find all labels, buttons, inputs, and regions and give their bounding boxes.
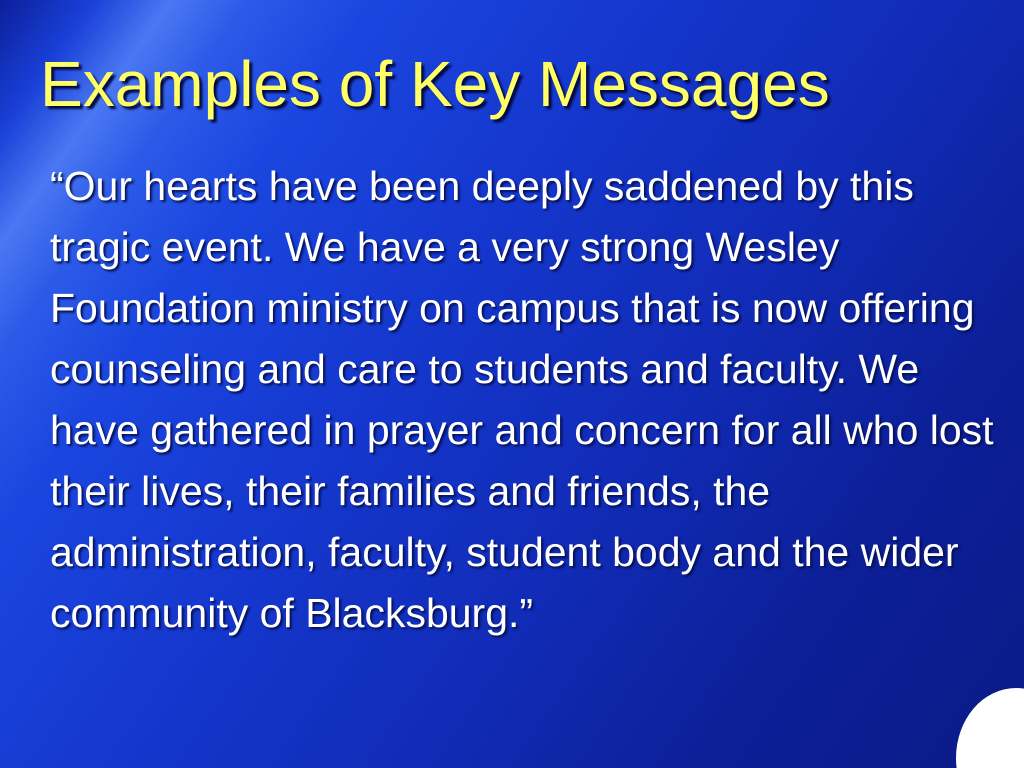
quote-text: “Our hearts have been deeply saddened by this tragic event. We have a very strong Wesley Foundation ministry on campus that is now offering counseling and care to students and faculty. We have gathered in prayer and concern for all who lost their lives, their families and friends, the administration, faculty, student body and the wider community of Blacksburg.” [50, 163, 994, 636]
slide-title: Examples of Key Messages [40, 48, 830, 120]
corner-decoration [956, 688, 1024, 768]
